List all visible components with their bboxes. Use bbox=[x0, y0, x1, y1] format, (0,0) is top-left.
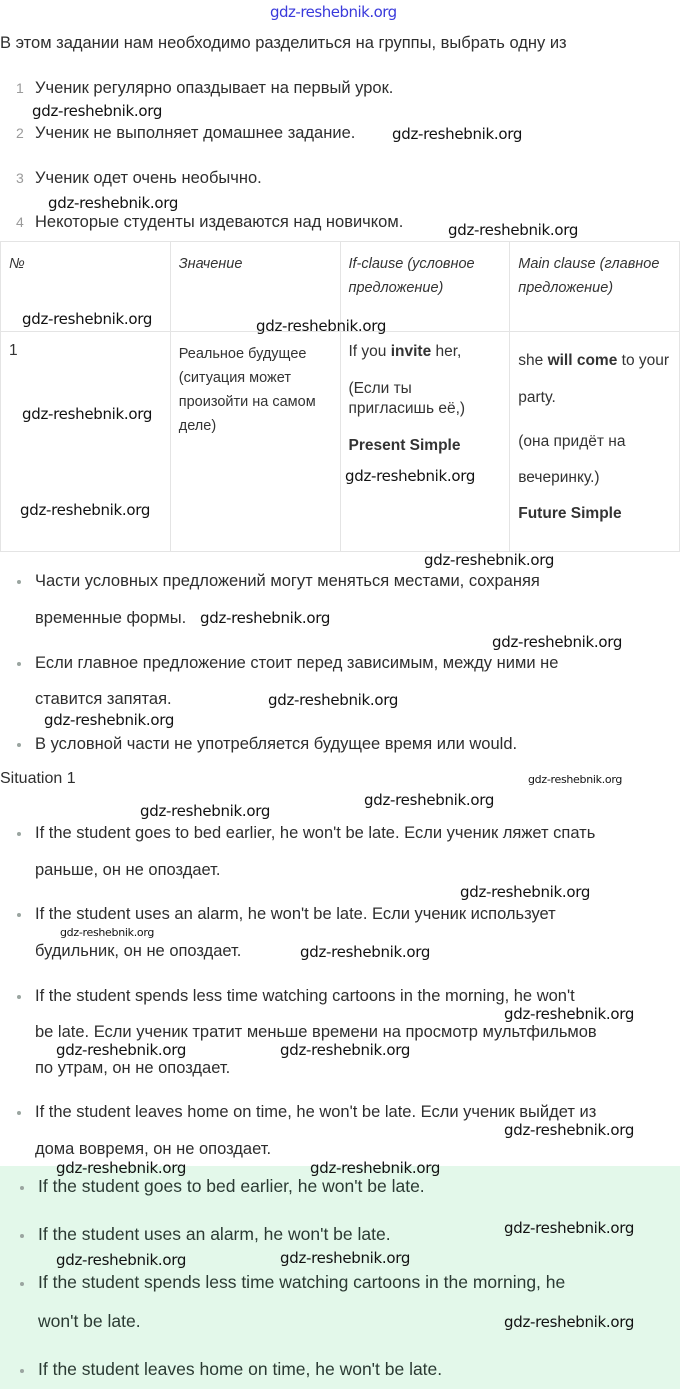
watermark: gdz-reshebnik.org bbox=[448, 221, 579, 239]
rule-line: Части условных предложений могут меняться местами, сохраняя bbox=[35, 572, 540, 590]
watermark: gdz-reshebnik.org bbox=[345, 467, 476, 485]
bullet-icon bbox=[17, 995, 21, 999]
situation-heading: Situation 1 bbox=[0, 770, 76, 787]
list-number: 2 bbox=[16, 125, 24, 141]
bullet-icon bbox=[20, 1282, 24, 1286]
list-item: Ученик одет очень необычно. bbox=[35, 169, 262, 187]
watermark: gdz-reshebnik.org bbox=[44, 711, 175, 729]
bullet-icon bbox=[17, 913, 21, 917]
if-text: If you bbox=[348, 343, 391, 360]
watermark: gdz-reshebnik.org bbox=[310, 1159, 441, 1177]
bullet-icon bbox=[20, 1369, 24, 1373]
rule-line: Если главное предложение стоит перед зависимым, между ними не bbox=[35, 654, 559, 672]
answer-line: дома вовремя, он не опоздает. bbox=[35, 1140, 272, 1158]
header-meaning: Значение bbox=[170, 242, 340, 332]
bullet-icon bbox=[17, 662, 21, 666]
watermark: gdz-reshebnik.org bbox=[424, 551, 555, 569]
main-translation: (она придёт на вечеринку.) bbox=[518, 433, 626, 486]
watermark: gdz-reshebnik.org bbox=[280, 1041, 411, 1059]
main-tense: Future Simple bbox=[518, 505, 622, 522]
answer-line: If the student goes to bed earlier, he won't be late. Если ученик ляжет спать bbox=[35, 824, 596, 842]
rule-line: В условной части не употребляется будущее время или would. bbox=[35, 735, 518, 753]
main-text-end: to your party. bbox=[518, 352, 670, 406]
list-item: Ученик регулярно опаздывает на первый урок. bbox=[35, 79, 394, 97]
watermark: gdz-reshebnik.org bbox=[504, 1005, 635, 1023]
watermark: gdz-reshebnik.org bbox=[492, 633, 623, 651]
bullet-icon bbox=[17, 1111, 21, 1115]
bullet-icon bbox=[20, 1234, 24, 1238]
answer-line: If the student leaves home on time, he won't be late. Если ученик выйдет из bbox=[35, 1103, 597, 1121]
header-number: № bbox=[1, 242, 171, 332]
bullet-icon bbox=[17, 743, 21, 747]
watermark: gdz-reshebnik.org bbox=[504, 1219, 635, 1237]
english-answer-line: If the student goes to bed earlier, he won't be late. bbox=[38, 1176, 425, 1196]
rule-line: временные формы. bbox=[35, 609, 187, 627]
header-main-clause: Main clause (главное предложение) bbox=[510, 242, 680, 332]
answer-line: по утрам, он не опоздает. bbox=[35, 1059, 231, 1077]
watermark: gdz-reshebnik.org bbox=[48, 194, 179, 212]
watermark: gdz-reshebnik.org bbox=[300, 943, 431, 961]
list-number: 3 bbox=[16, 170, 24, 186]
watermark: gdz-reshebnik.org bbox=[32, 102, 163, 120]
bullet-icon bbox=[20, 1186, 24, 1190]
if-translation: (Если ты пригласишь её,) bbox=[348, 380, 466, 417]
cell-number: 1 bbox=[1, 332, 171, 552]
watermark: gdz-reshebnik.org bbox=[280, 1249, 411, 1267]
english-answer-line: won't be late. bbox=[38, 1311, 141, 1331]
watermark: gdz-reshebnik.org bbox=[200, 609, 331, 627]
watermark: gdz-reshebnik.org bbox=[140, 802, 271, 820]
watermark: gdz-reshebnik.org bbox=[56, 1159, 187, 1177]
main-text: she bbox=[518, 352, 548, 369]
watermark: gdz-reshebnik.org bbox=[364, 791, 495, 809]
if-verb: invite bbox=[390, 343, 432, 360]
list-item: Ученик не выполняет домашнее задание. bbox=[35, 124, 356, 142]
cell-main-clause bbox=[510, 332, 680, 552]
list-number: 4 bbox=[16, 214, 24, 230]
main-verb: will come bbox=[547, 352, 618, 369]
intro-text: В этом задании нам необходимо разделиться на группы, выбрать одну из bbox=[0, 34, 567, 52]
watermark: gdz-reshebnik.org bbox=[392, 125, 523, 143]
site-watermark-link[interactable]: gdz-reshebnik.org bbox=[270, 3, 397, 21]
watermark: gdz-reshebnik.org bbox=[268, 691, 399, 709]
watermark: gdz-reshebnik.org bbox=[60, 926, 155, 939]
watermark: gdz-reshebnik.org bbox=[528, 773, 623, 786]
watermark: gdz-reshebnik.org bbox=[22, 405, 153, 423]
answer-line: раньше, он не опоздает. bbox=[35, 861, 221, 879]
bullet-icon bbox=[17, 832, 21, 836]
watermark: gdz-reshebnik.org bbox=[504, 1121, 635, 1139]
bullet-icon bbox=[17, 580, 21, 584]
watermark: gdz-reshebnik.org bbox=[22, 310, 153, 328]
cell-if-clause bbox=[340, 332, 510, 552]
answer-line: be late. Если ученик тратит меньше времени на просмотр мультфильмов bbox=[35, 1023, 597, 1041]
list-item: Некоторые студенты издеваются над новичком. bbox=[35, 213, 404, 231]
cell-meaning: Реальное будущее (ситуация может произойти на самом деле) bbox=[170, 332, 340, 552]
watermark: gdz-reshebnik.org bbox=[460, 883, 591, 901]
if-tense: Present Simple bbox=[348, 437, 461, 454]
if-text-end: her, bbox=[431, 343, 462, 360]
watermark: gdz-reshebnik.org bbox=[20, 501, 151, 519]
watermark: gdz-reshebnik.org bbox=[256, 317, 387, 335]
english-answer-line: If the student uses an alarm, he won't be late. bbox=[38, 1224, 391, 1244]
answer-line: будильник, он не опоздает. bbox=[35, 942, 242, 960]
answer-line: If the student spends less time watching cartoons in the morning, he won't bbox=[35, 987, 575, 1005]
watermark: gdz-reshebnik.org bbox=[56, 1251, 187, 1269]
header-if-clause: If-clause (условное предложение) bbox=[340, 242, 510, 332]
watermark: gdz-reshebnik.org bbox=[504, 1313, 635, 1331]
list-number: 1 bbox=[16, 80, 24, 96]
english-answer-line: If the student spends less time watching cartoons in the morning, he bbox=[38, 1272, 566, 1292]
watermark: gdz-reshebnik.org bbox=[56, 1041, 187, 1059]
english-answer-line: If the student leaves home on time, he won't be late. bbox=[38, 1359, 443, 1379]
answer-line: If the student uses an alarm, he won't be late. Если ученик использует bbox=[35, 905, 556, 923]
rule-line: ставится запятая. bbox=[35, 690, 172, 708]
